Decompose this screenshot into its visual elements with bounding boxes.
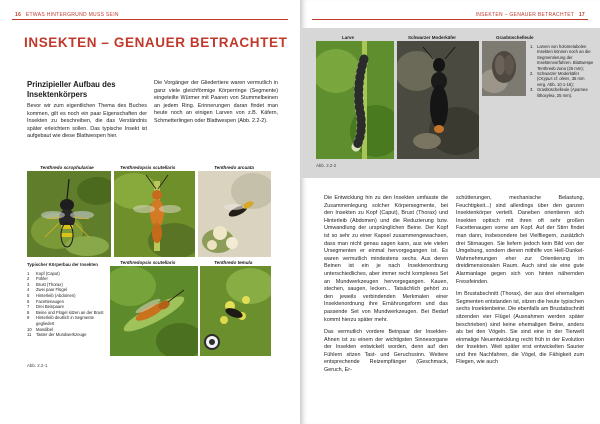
legend-item: 6 Facettenaugen <box>27 298 64 304</box>
body-structure-legend <box>27 262 105 338</box>
legend-item: 1 Kopf (Caput) <box>27 270 60 276</box>
photo-sawfly-scrophulariae <box>27 171 111 257</box>
photo-sawfly-scutellaris-2 <box>110 266 198 356</box>
left-body-col2: Die Vorgänger der Gliedertiere waren vermutlich in ganz viele gleichförmige Körperringe (Segmente) eingeteilte Würmer mit Paaren von Stummelbeinen an jedem Ring. Erinnerungen daran findet man heute noch an einigen Larven von z.B. Käfern, Schmetterlingen oder Blattwespen (Abb. 2.2-2). <box>154 80 278 124</box>
panel-caption-2: Schwarzer Moderkäfer <box>408 35 457 40</box>
header-rule <box>312 19 588 20</box>
right-body-col2-para2: Im Brustabschnitt (Thorax), der aus drei ehemaligen Segmenten entstanden ist, sitzen die heute typischen sechs Insektenbeine. Die ebenfalls am Brustabschnitt sitzenden vier Flügel (Ausnahmen werden später beschrieben) sind keine ehemaligen Beine, anders als bei den Vögeln. Sie sind eine in der Tierwelt einmalige Neuentwicklung recht früh in der Evolution der Insekten. Weit später erst entwickelten Saurier und ihre Nachfahren, die Vögel, die Fähigkeit zum Fliegen, wie auch <box>456 291 584 366</box>
legend-item: 4 Zwei paar Flügel <box>27 287 67 293</box>
right-body-col2 <box>456 195 584 367</box>
photo-sawfly-temula <box>200 266 271 356</box>
photo-moth <box>482 41 526 96</box>
photo-caption-3: Tenthredo arcuata <box>214 165 254 170</box>
id-list-item: 3. Grasbüschelleule (Apamea lithoxylea, 25 mm). <box>530 87 588 98</box>
figure-number-left: Abb. 2.2-1 <box>27 363 48 368</box>
right-body-col1-para2: Das vermutlich vordere Beinpaar der Insekten-Ahnen ist zu einem der wichtigsten Sinnesorgane der Insekten entwickelt worden, denn auf den Fühlern sitzen Tast- und Geruchssinn. Weitere entsprechende Reizempfänger (Geschmack, Geruch, Er- <box>324 329 448 374</box>
left-body-col1: Bevor wir zum eigentlichen Thema des Buches kommen, gilt es noch ein paar Eigenschaften der Insekten zu beschreiben, die das Verständnis später erleichtern sollen. Das typische Insekt ist aufgebaut wie diese Blattwespen hier. <box>27 103 147 140</box>
header-rule <box>12 19 288 20</box>
photo-caption-5: Tenthredo temula <box>214 260 253 265</box>
photo-rove-beetle <box>397 41 479 159</box>
legend-item: 9 Hinterleib deutlich in Segmente gegliedert <box>27 315 94 326</box>
photo-larva <box>316 41 394 159</box>
legend-item: 3 Brust (Thorax) <box>27 281 63 287</box>
panel-caption-1: Larve <box>342 35 355 40</box>
photo-sawfly-scutellaris-1 <box>114 171 195 257</box>
right-page <box>300 0 600 424</box>
legend-item: 2 Fühler <box>27 276 48 282</box>
figure-id-list <box>530 44 594 98</box>
right-body-col1 <box>324 195 448 375</box>
page-number-right: 17 <box>578 12 585 18</box>
figure-number-right: Abb. 2.2-2 <box>316 163 337 168</box>
legend-item: 11 Taster der Mundwerkzeuge <box>27 332 87 338</box>
legend-item: 5 Hinterleib (Abdomen) <box>27 292 76 298</box>
chapter-title: INSEKTEN – GENAUER BETRACHTET <box>24 35 288 50</box>
running-title-left: ETWAS HINTERGRUND MUSS SEIN <box>25 12 119 18</box>
photo-caption-4: Tenthredopsis scutellaris <box>120 260 176 265</box>
right-body-col1-para1: Die Entwicklung hin zu den Insekten umfasste die Zusammenlegung solcher Körpersegmente, bei den Insekten zu Kopf (Caput), Brust (Thorax) und Hinterleib (Abdomen) und die Reduzierung bzw. Umwandlung der ursprünglichen Beine. Der Kopf ist so sehr zu einer Kapsel zusammengewachsen, dass man nicht genau sagen kann, aus wie vielen Ursegmenten er einmal hervorgegangen ist. Es waren vermutlich mindestens sechs. Aus deren Beinen ist ein je nach Insektenordnung unterschiedliches, aber immer recht komplexes Set an Mundwerkzeugen hervorgegangen. Kauen, stechen, saugen, lecken... Tatsächlich gehört zu den jeweils verbindenden Merkmalen einer Insektenordnung ihre Ernährungsform und das passende Set von Mundwerkzeugen. Bei Bedarf kommt hierzu später mehr. <box>324 195 448 323</box>
legend-item: 8 Beine und Flügel sitzen an der Brust <box>27 309 104 315</box>
running-head-left <box>12 12 119 18</box>
photo-caption-2: Tenthredopsis scutellaris <box>120 165 176 170</box>
id-list-item: 1. Larven von holometabolen Insekten können noch an die Segmentierung der Insektenvorfahren. Blattwespe Tenthredo zona (25 mm); <box>530 44 594 71</box>
legend-item: 7 Drei Beinpaare <box>27 304 64 310</box>
right-body-col2-para1: schütterungen, mechanische Belastung, Feuchtigkeit...) sind allerdings über den ganzen Insektenkörper verteilt. Daneben orientieren sich Insekten optisch mit ihren oft sehr großen Facettenaugen vorne am Kopf. Auf der Stirn findet man dann, insbesondere bei Vielfliegern, zusätzlich drei Stirnaugen. Sie liefern jedoch kein Bild von der Umgebung, sondern dienen mithilfe von Hell-Dunkel-Wahrnehmungen eher zur Orientierung im dreidimensionalen Raum. Auch sind sie eine gute Alarmanlage gegen sich von hinten nähernden Fressfeinden. <box>456 195 584 285</box>
running-head-right <box>476 12 589 18</box>
running-title-right: INSEKTEN – GENAUER BETRACHTET <box>475 12 575 18</box>
photo-sawfly-arcuata <box>198 171 271 257</box>
page-number-left: 16 <box>15 12 22 18</box>
photo-caption-1: Tenthredo scrophulariae <box>40 165 94 170</box>
section-subheading: Prinzipieller Aufbau des Insektenkörpers <box>27 80 116 99</box>
panel-caption-3: Grasbüschelleule <box>496 35 534 40</box>
legend-item: 10 Mandibel <box>27 326 53 332</box>
id-list-item: 2. Schwarzer Moderkäfer (Ocypus cf. olens, 35 mm verg. Abb. 10.1-16); <box>530 71 585 87</box>
legend-title: Typischer Körperbau der Insekten <box>27 262 98 267</box>
